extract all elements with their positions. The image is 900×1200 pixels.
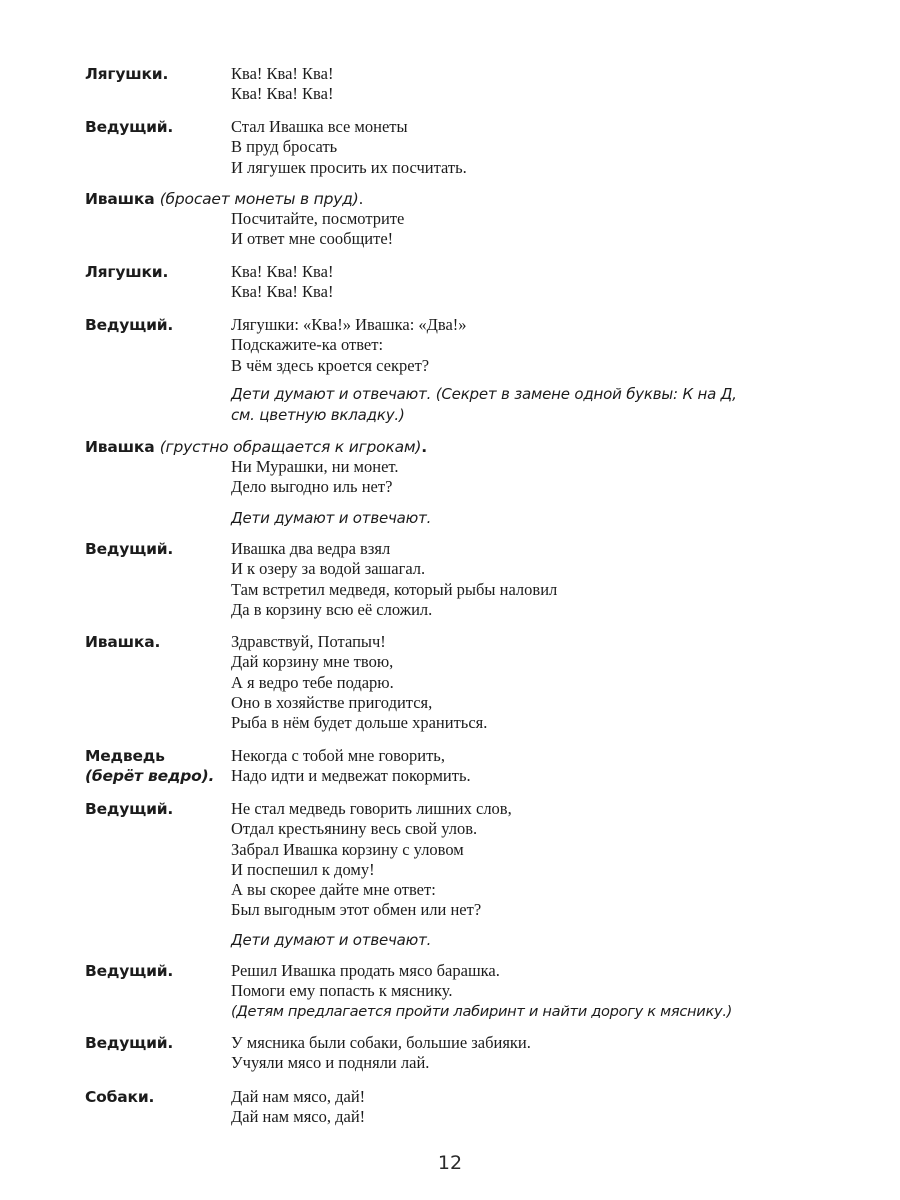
speaker-name: Лягушки.	[85, 263, 169, 281]
dialogue-lines	[231, 315, 467, 376]
dialogue-line: Да в корзину всю её сложил.	[231, 599, 433, 619]
dialogue-line: Учуяли мясо и подняли лай.	[231, 1053, 430, 1073]
dialogue-lines	[231, 457, 398, 498]
stage-note	[231, 930, 431, 951]
speaker-name: Ведущий.	[85, 540, 174, 558]
dialogue-line: Дело выгодно иль нет?	[231, 477, 393, 497]
speaker-name	[85, 437, 427, 457]
speaker-suffix: .	[358, 190, 364, 208]
dialogue-line: Ни Мурашки, ни монет.	[231, 457, 399, 476]
dialogue-lines	[231, 209, 404, 250]
stage-direction: (берёт ведро).	[85, 767, 215, 785]
page-number: 12	[437, 1152, 463, 1174]
dialogue-line: Не стал медведь говорить лишних слов,	[231, 799, 512, 818]
speaker-name: Собаки.	[85, 1088, 155, 1106]
dialogue-lines	[231, 632, 487, 733]
speaker-name: Ведущий.	[85, 316, 174, 334]
dialogue-line: Ква! Ква! Ква!	[231, 282, 334, 302]
dialogue-lines	[231, 799, 512, 921]
dialogue-line: Ква! Ква! Ква!	[231, 84, 334, 104]
note-line: Дети думают и отвечают.	[231, 509, 432, 527]
dialogue-line: Там встретил медведя, который рыбы наловил	[231, 579, 558, 599]
dialogue-line: Надо идти и медвежат покормить.	[231, 766, 471, 786]
dialogue-lines	[231, 539, 557, 620]
dialogue-line: А вы скорее дайте мне ответ:	[231, 880, 436, 900]
dialogue-line: В пруд бросать	[231, 137, 338, 157]
stage-direction: (грустно обращается к игрокам)	[159, 438, 422, 456]
dialogue-line: Подскажите-ка ответ:	[231, 335, 384, 355]
dialogue-line: И к озеру за водой зашагал.	[231, 559, 426, 579]
dialogue-line: И поспешил к дому!	[231, 859, 375, 879]
dialogue-lines	[231, 961, 732, 1022]
dialogue-line: Стал Ивашка все монеты	[231, 117, 408, 136]
dialogue-lines	[231, 1033, 531, 1074]
dialogue-line: Дай нам мясо, дай!	[231, 1087, 366, 1106]
dialogue-line: Ква! Ква! Ква!	[231, 262, 334, 281]
dialogue-line: Здравствуй, Потапыч!	[231, 632, 386, 651]
dialogue-line: Лягушки: «Ква!» Ивашка: «Два!»	[231, 315, 467, 334]
stage-note	[231, 508, 431, 529]
note-line: Дети думают и отвечают. (Секрет в замене одной буквы: К на Д,	[231, 385, 737, 403]
dialogue-line: Дай корзину мне твою,	[231, 652, 394, 672]
dialogue-line: Был выгодным этот обмен или нет?	[231, 900, 482, 920]
speaker-label: Медведь	[85, 747, 165, 765]
dialogue-line: Помоги ему попасть к мяснику.	[231, 981, 453, 1001]
dialogue-line: Забрал Ивашка корзину с уловом	[231, 839, 464, 859]
dialogue-line: У мясника были собаки, большие забияки.	[231, 1033, 531, 1052]
speaker-name: Лягушки.	[85, 65, 169, 83]
dialogue-lines	[231, 1087, 365, 1128]
speaker-name	[85, 189, 363, 209]
stage-direction: (бросает монеты в пруд)	[159, 190, 359, 208]
speaker-label: Ивашка	[85, 190, 155, 208]
dialogue-line: Решил Ивашка продать мясо барашка.	[231, 961, 500, 980]
dialogue-line: Некогда с тобой мне говорить,	[231, 746, 445, 765]
speaker-suffix: .	[421, 438, 427, 456]
dialogue-lines	[231, 117, 467, 178]
stage-note: (Детям предлагается пройти лабиринт и найти дорогу к мяснику.)	[231, 1002, 733, 1020]
speaker-name: Ведущий.	[85, 962, 174, 980]
dialogue-line: А я ведро тебе подарю.	[231, 672, 394, 692]
speaker-name: Ведущий.	[85, 1034, 174, 1052]
note-line: см. цветную вкладку.)	[231, 405, 405, 424]
dialogue-line: И ответ мне сообщите!	[231, 229, 394, 249]
note-line: Дети думают и отвечают.	[231, 931, 432, 949]
speaker-name: Ивашка.	[85, 633, 161, 651]
speaker-name: Ведущий.	[85, 118, 174, 136]
dialogue-line: Ивашка два ведра взял	[231, 539, 391, 558]
dialogue-line: Ква! Ква! Ква!	[231, 64, 334, 83]
dialogue-lines	[231, 746, 471, 787]
dialogue-line: Посчитайте, посмотрите	[231, 209, 405, 228]
dialogue-line: Отдал крестьянину весь свой улов.	[231, 819, 478, 839]
speaker-label: Ивашка	[85, 438, 155, 456]
dialogue-lines	[231, 64, 333, 105]
dialogue-line: Оно в хозяйстве пригодится,	[231, 692, 433, 712]
dialogue-line: Рыба в нём будет дольше храниться.	[231, 713, 488, 733]
dialogue-line: Дай нам мясо, дай!	[231, 1107, 366, 1127]
stage-note	[231, 384, 737, 425]
dialogue-line: И лягушек просить их посчитать.	[231, 157, 467, 177]
dialogue-line: В чём здесь кроется секрет?	[231, 355, 430, 375]
dialogue-lines	[231, 262, 333, 303]
speaker-name	[85, 746, 214, 786]
speaker-name: Ведущий.	[85, 800, 174, 818]
